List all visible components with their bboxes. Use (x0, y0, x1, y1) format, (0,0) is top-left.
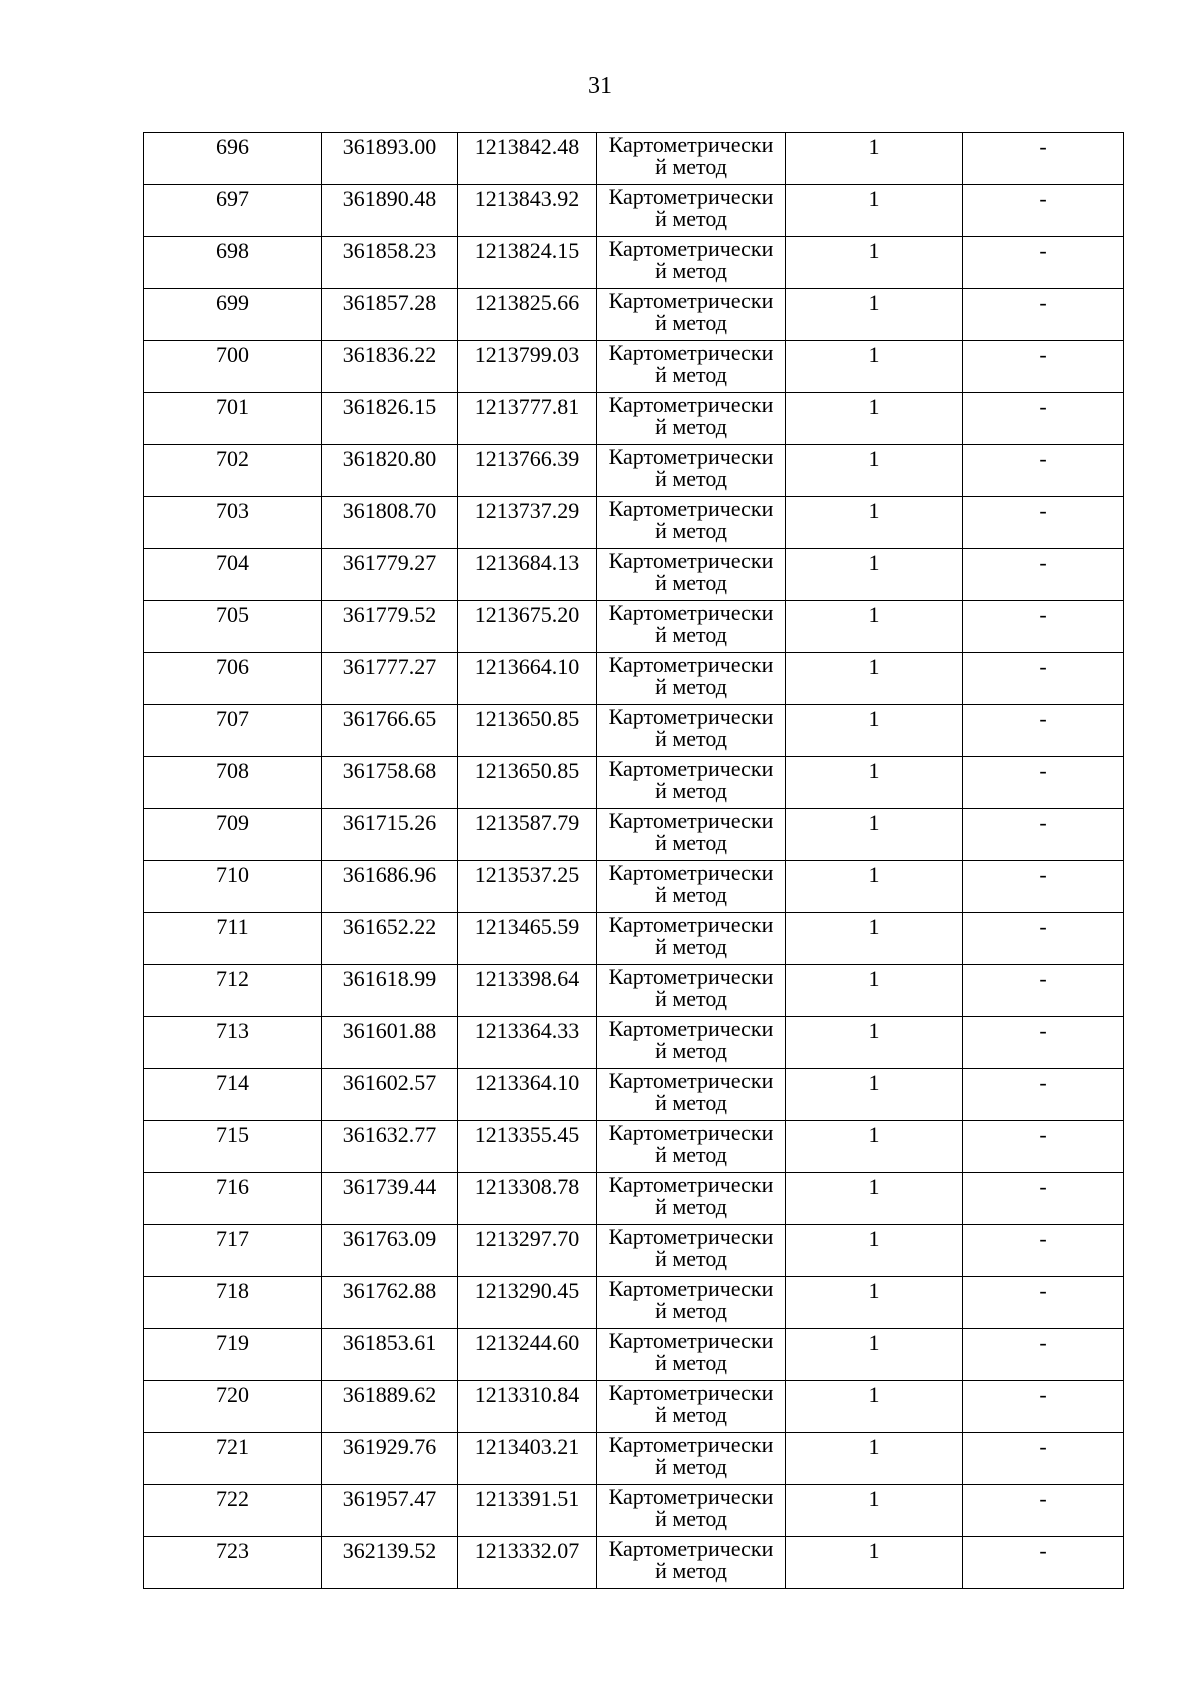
method-line-1: Картометрически (608, 1536, 774, 1561)
method-cell (597, 497, 786, 549)
point-number-cell: 718 (144, 1277, 322, 1329)
accuracy-cell: 1 (786, 341, 963, 393)
method-line-2: й метод (655, 1142, 727, 1167)
y-coordinate-cell: 1213843.92 (458, 185, 597, 237)
table-row (144, 1329, 1124, 1381)
method-line-2: й метод (655, 258, 727, 283)
note-cell: - (963, 445, 1124, 497)
y-coordinate-cell: 1213664.10 (458, 653, 597, 705)
point-number-cell: 714 (144, 1069, 322, 1121)
accuracy-cell: 1 (786, 1069, 963, 1121)
x-coordinate-cell: 361858.23 (322, 237, 458, 289)
method-cell (597, 1485, 786, 1537)
method-line-1: Картометрически (608, 600, 774, 625)
method-line-1: Картометрически (608, 1120, 774, 1145)
note-cell: - (963, 185, 1124, 237)
y-coordinate-cell: 1213766.39 (458, 445, 597, 497)
method-cell (597, 1433, 786, 1485)
method-line-1: Картометрически (608, 496, 774, 521)
table-row (144, 237, 1124, 289)
y-coordinate-cell: 1213290.45 (458, 1277, 597, 1329)
method-cell (597, 1225, 786, 1277)
point-number-cell: 709 (144, 809, 322, 861)
point-number-cell: 699 (144, 289, 322, 341)
method-cell (597, 1069, 786, 1121)
table-row (144, 1225, 1124, 1277)
method-cell (597, 1173, 786, 1225)
accuracy-cell: 1 (786, 1277, 963, 1329)
point-number-cell: 700 (144, 341, 322, 393)
x-coordinate-cell: 361762.88 (322, 1277, 458, 1329)
x-coordinate-cell: 361739.44 (322, 1173, 458, 1225)
y-coordinate-cell: 1213799.03 (458, 341, 597, 393)
note-cell: - (963, 601, 1124, 653)
table-row (144, 185, 1124, 237)
coordinates-table (143, 132, 1124, 1589)
method-line-1: Картометрически (608, 392, 774, 417)
table-row (144, 1433, 1124, 1485)
method-cell (597, 393, 786, 445)
point-number-cell: 705 (144, 601, 322, 653)
x-coordinate-cell: 361808.70 (322, 497, 458, 549)
x-coordinate-cell: 361763.09 (322, 1225, 458, 1277)
method-line-1: Картометрически (608, 184, 774, 209)
x-coordinate-cell: 361857.28 (322, 289, 458, 341)
table-row (144, 1485, 1124, 1537)
y-coordinate-cell: 1213244.60 (458, 1329, 597, 1381)
point-number-cell: 706 (144, 653, 322, 705)
point-number-cell: 716 (144, 1173, 322, 1225)
accuracy-cell: 1 (786, 1173, 963, 1225)
note-cell: - (963, 341, 1124, 393)
x-coordinate-cell: 361686.96 (322, 861, 458, 913)
note-cell: - (963, 133, 1124, 185)
point-number-cell: 701 (144, 393, 322, 445)
point-number-cell: 698 (144, 237, 322, 289)
accuracy-cell: 1 (786, 497, 963, 549)
method-line-1: Картометрически (608, 1172, 774, 1197)
point-number-cell: 704 (144, 549, 322, 601)
y-coordinate-cell: 1213537.25 (458, 861, 597, 913)
method-cell (597, 133, 786, 185)
method-line-2: й метод (655, 206, 727, 231)
table-row (144, 341, 1124, 393)
y-coordinate-cell: 1213364.10 (458, 1069, 597, 1121)
y-coordinate-cell: 1213587.79 (458, 809, 597, 861)
x-coordinate-cell: 361779.52 (322, 601, 458, 653)
table-row (144, 1017, 1124, 1069)
accuracy-cell: 1 (786, 289, 963, 341)
x-coordinate-cell: 361820.80 (322, 445, 458, 497)
method-line-2: й метод (655, 986, 727, 1011)
accuracy-cell: 1 (786, 1381, 963, 1433)
x-coordinate-cell: 361853.61 (322, 1329, 458, 1381)
y-coordinate-cell: 1213332.07 (458, 1537, 597, 1589)
table-row (144, 1173, 1124, 1225)
table-row (144, 445, 1124, 497)
method-line-1: Картометрически (608, 756, 774, 781)
method-line-2: й метод (655, 1090, 727, 1115)
method-cell (597, 289, 786, 341)
y-coordinate-cell: 1213391.51 (458, 1485, 597, 1537)
x-coordinate-cell: 361826.15 (322, 393, 458, 445)
y-coordinate-cell: 1213650.85 (458, 757, 597, 809)
method-line-2: й метод (655, 1454, 727, 1479)
method-line-1: Картометрически (608, 1328, 774, 1353)
note-cell: - (963, 913, 1124, 965)
point-number-cell: 697 (144, 185, 322, 237)
table-row (144, 497, 1124, 549)
table-row (144, 653, 1124, 705)
note-cell: - (963, 1277, 1124, 1329)
method-line-1: Картометрически (608, 912, 774, 937)
note-cell: - (963, 497, 1124, 549)
method-line-1: Картометрически (608, 132, 774, 157)
accuracy-cell: 1 (786, 185, 963, 237)
table-row (144, 705, 1124, 757)
table-row (144, 601, 1124, 653)
accuracy-cell: 1 (786, 133, 963, 185)
y-coordinate-cell: 1213684.13 (458, 549, 597, 601)
method-cell (597, 757, 786, 809)
method-line-2: й метод (655, 362, 727, 387)
method-cell (597, 341, 786, 393)
y-coordinate-cell: 1213308.78 (458, 1173, 597, 1225)
method-cell (597, 913, 786, 965)
method-cell (597, 965, 786, 1017)
point-number-cell: 707 (144, 705, 322, 757)
x-coordinate-cell: 361715.26 (322, 809, 458, 861)
note-cell: - (963, 1329, 1124, 1381)
table-row (144, 913, 1124, 965)
x-coordinate-cell: 361957.47 (322, 1485, 458, 1537)
method-line-2: й метод (655, 310, 727, 335)
method-line-1: Картометрически (608, 1224, 774, 1249)
table-row (144, 289, 1124, 341)
point-number-cell: 703 (144, 497, 322, 549)
method-cell (597, 1381, 786, 1433)
method-line-2: й метод (655, 778, 727, 803)
method-line-2: й метод (655, 518, 727, 543)
table-row (144, 1537, 1124, 1589)
method-line-1: Картометрически (608, 1016, 774, 1041)
note-cell: - (963, 289, 1124, 341)
method-line-1: Картометрически (608, 808, 774, 833)
method-line-2: й метод (655, 674, 727, 699)
method-line-1: Картометрически (608, 1380, 774, 1405)
accuracy-cell: 1 (786, 601, 963, 653)
method-cell (597, 185, 786, 237)
method-line-2: й метод (655, 934, 727, 959)
note-cell: - (963, 1121, 1124, 1173)
point-number-cell: 723 (144, 1537, 322, 1589)
method-cell (597, 445, 786, 497)
method-line-2: й метод (655, 1402, 727, 1427)
note-cell: - (963, 861, 1124, 913)
y-coordinate-cell: 1213650.85 (458, 705, 597, 757)
accuracy-cell: 1 (786, 237, 963, 289)
table-row (144, 1121, 1124, 1173)
table-row (144, 393, 1124, 445)
accuracy-cell: 1 (786, 913, 963, 965)
method-cell (597, 861, 786, 913)
method-line-1: Картометрически (608, 704, 774, 729)
point-number-cell: 711 (144, 913, 322, 965)
method-line-1: Картометрически (608, 444, 774, 469)
note-cell: - (963, 1225, 1124, 1277)
y-coordinate-cell: 1213675.20 (458, 601, 597, 653)
accuracy-cell: 1 (786, 1329, 963, 1381)
method-line-2: й метод (655, 466, 727, 491)
method-line-1: Картометрически (608, 652, 774, 677)
y-coordinate-cell: 1213403.21 (458, 1433, 597, 1485)
table-row (144, 1069, 1124, 1121)
method-line-2: й метод (655, 414, 727, 439)
method-cell (597, 1277, 786, 1329)
x-coordinate-cell: 361758.68 (322, 757, 458, 809)
point-number-cell: 702 (144, 445, 322, 497)
y-coordinate-cell: 1213824.15 (458, 237, 597, 289)
method-cell (597, 1121, 786, 1173)
method-line-1: Картометрически (608, 340, 774, 365)
y-coordinate-cell: 1213310.84 (458, 1381, 597, 1433)
point-number-cell: 719 (144, 1329, 322, 1381)
point-number-cell: 708 (144, 757, 322, 809)
method-line-1: Картометрически (608, 1484, 774, 1509)
method-line-1: Картометрически (608, 1068, 774, 1093)
y-coordinate-cell: 1213297.70 (458, 1225, 597, 1277)
point-number-cell: 720 (144, 1381, 322, 1433)
method-cell (597, 1329, 786, 1381)
x-coordinate-cell: 361777.27 (322, 653, 458, 705)
method-line-1: Картометрически (608, 1432, 774, 1457)
table-row (144, 1277, 1124, 1329)
note-cell: - (963, 809, 1124, 861)
x-coordinate-cell: 361836.22 (322, 341, 458, 393)
method-cell (597, 1537, 786, 1589)
method-line-2: й метод (655, 1298, 727, 1323)
x-coordinate-cell: 361632.77 (322, 1121, 458, 1173)
point-number-cell: 712 (144, 965, 322, 1017)
method-line-1: Картометрически (608, 1276, 774, 1301)
point-number-cell: 715 (144, 1121, 322, 1173)
note-cell: - (963, 1381, 1124, 1433)
accuracy-cell: 1 (786, 653, 963, 705)
method-line-2: й метод (655, 154, 727, 179)
table-row (144, 549, 1124, 601)
method-line-2: й метод (655, 726, 727, 751)
page-number: 31 (588, 73, 612, 99)
y-coordinate-cell: 1213825.66 (458, 289, 597, 341)
note-cell: - (963, 757, 1124, 809)
method-cell (597, 653, 786, 705)
accuracy-cell: 1 (786, 1485, 963, 1537)
y-coordinate-cell: 1213398.64 (458, 965, 597, 1017)
method-line-2: й метод (655, 1038, 727, 1063)
accuracy-cell: 1 (786, 1017, 963, 1069)
accuracy-cell: 1 (786, 965, 963, 1017)
method-cell (597, 809, 786, 861)
table-row (144, 1381, 1124, 1433)
accuracy-cell: 1 (786, 393, 963, 445)
y-coordinate-cell: 1213842.48 (458, 133, 597, 185)
method-line-2: й метод (655, 1246, 727, 1271)
method-cell (597, 237, 786, 289)
x-coordinate-cell: 361602.57 (322, 1069, 458, 1121)
table-row (144, 757, 1124, 809)
accuracy-cell: 1 (786, 1225, 963, 1277)
method-cell (597, 549, 786, 601)
table-row (144, 965, 1124, 1017)
note-cell: - (963, 653, 1124, 705)
accuracy-cell: 1 (786, 445, 963, 497)
note-cell: - (963, 549, 1124, 601)
note-cell: - (963, 1173, 1124, 1225)
note-cell: - (963, 1485, 1124, 1537)
method-cell (597, 1017, 786, 1069)
x-coordinate-cell: 361893.00 (322, 133, 458, 185)
method-cell (597, 601, 786, 653)
accuracy-cell: 1 (786, 549, 963, 601)
coordinates-table-body (144, 133, 1124, 1589)
method-line-1: Картометрически (608, 860, 774, 885)
x-coordinate-cell: 361889.62 (322, 1381, 458, 1433)
x-coordinate-cell: 361890.48 (322, 185, 458, 237)
accuracy-cell: 1 (786, 1121, 963, 1173)
point-number-cell: 713 (144, 1017, 322, 1069)
x-coordinate-cell: 361779.27 (322, 549, 458, 601)
x-coordinate-cell: 362139.52 (322, 1537, 458, 1589)
y-coordinate-cell: 1213364.33 (458, 1017, 597, 1069)
table-row (144, 809, 1124, 861)
point-number-cell: 721 (144, 1433, 322, 1485)
x-coordinate-cell: 361601.88 (322, 1017, 458, 1069)
method-line-1: Картометрически (608, 236, 774, 261)
note-cell: - (963, 965, 1124, 1017)
table-row (144, 133, 1124, 185)
y-coordinate-cell: 1213737.29 (458, 497, 597, 549)
accuracy-cell: 1 (786, 757, 963, 809)
method-line-1: Картометрически (608, 288, 774, 313)
method-cell (597, 705, 786, 757)
x-coordinate-cell: 361929.76 (322, 1433, 458, 1485)
note-cell: - (963, 1017, 1124, 1069)
method-line-2: й метод (655, 1506, 727, 1531)
accuracy-cell: 1 (786, 705, 963, 757)
method-line-2: й метод (655, 1558, 727, 1583)
note-cell: - (963, 1069, 1124, 1121)
method-line-2: й метод (655, 1194, 727, 1219)
note-cell: - (963, 1537, 1124, 1589)
x-coordinate-cell: 361766.65 (322, 705, 458, 757)
accuracy-cell: 1 (786, 1433, 963, 1485)
accuracy-cell: 1 (786, 861, 963, 913)
x-coordinate-cell: 361618.99 (322, 965, 458, 1017)
note-cell: - (963, 705, 1124, 757)
point-number-cell: 722 (144, 1485, 322, 1537)
accuracy-cell: 1 (786, 809, 963, 861)
note-cell: - (963, 393, 1124, 445)
method-line-2: й метод (655, 570, 727, 595)
note-cell: - (963, 1433, 1124, 1485)
point-number-cell: 696 (144, 133, 322, 185)
y-coordinate-cell: 1213777.81 (458, 393, 597, 445)
method-line-2: й метод (655, 830, 727, 855)
method-line-1: Картометрически (608, 964, 774, 989)
y-coordinate-cell: 1213465.59 (458, 913, 597, 965)
method-line-2: й метод (655, 622, 727, 647)
note-cell: - (963, 237, 1124, 289)
point-number-cell: 717 (144, 1225, 322, 1277)
method-line-2: й метод (655, 1350, 727, 1375)
x-coordinate-cell: 361652.22 (322, 913, 458, 965)
y-coordinate-cell: 1213355.45 (458, 1121, 597, 1173)
method-line-1: Картометрически (608, 548, 774, 573)
accuracy-cell: 1 (786, 1537, 963, 1589)
method-line-2: й метод (655, 882, 727, 907)
point-number-cell: 710 (144, 861, 322, 913)
table-row (144, 861, 1124, 913)
